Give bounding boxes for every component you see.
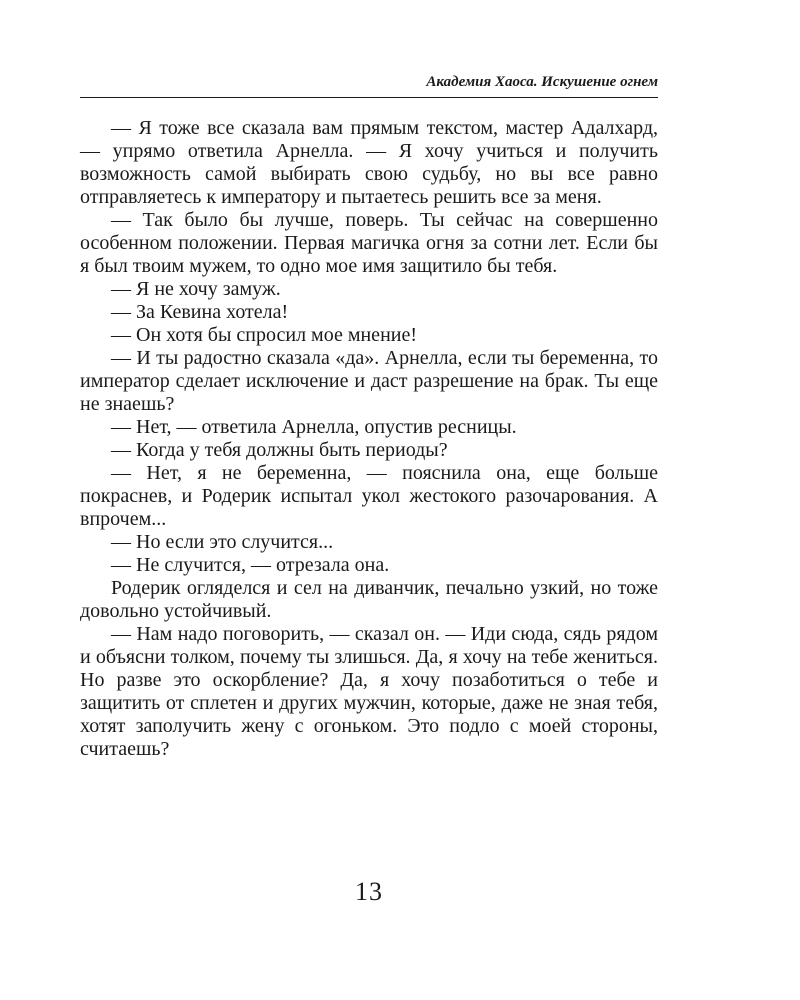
paragraph: Родерик огляделся и сел на диванчик, печально узкий, но тоже довольно устойчивый. [80,577,658,622]
paragraph: — Нет, — ответила Арнелла, опустив ресницы. [111,416,517,438]
header-divider [80,97,658,98]
paragraph: — Я тоже все сказала вам прямым текстом, мастер Адалхард, — упрямо ответила Арнелла. — Я хочу учиться и получить возможность самой выбирать свою судьбу, но вы все равно отправляетесь к императору и пытаетесь решить все за меня. [80,117,658,208]
paragraph: — Не случится, — отрезала она. [111,554,390,576]
paragraph: — Он хотя бы спросил мое мнение! [111,324,418,346]
paragraph: — Нам надо поговорить, — сказал он. — Иди сюда, сядь рядом и объясни толком, почему ты злишься. Да, я хочу на тебе жениться. Но разве это оскорбление? Да, я хочу позаботиться о тебе и защитить от сплетен и других мужчин, которые, даже не зная тебя, хотят заполучить жену с огоньком. Это подло с моей стороны, считаешь? [80,623,658,760]
paragraph: — Но если это случится... [111,531,334,553]
paragraph: — Нет, я не беременна, — пояснила она, еще больше покраснев, и Родерик испытал укол жестокого разочарования. А впрочем... [80,462,658,530]
paragraph: — Так было бы лучше, поверь. Ты сейчас на совершенно особенном положении. Первая магичка огня за сотни лет. Если бы я был твоим мужем, то одно мое имя защитило бы тебя. [80,209,658,277]
body-text [80,117,658,761]
page-number: 13 [355,877,383,906]
paragraph: — Когда у тебя должны быть периоды? [111,439,448,461]
paragraph: — Я не хочу замуж. [111,278,281,300]
paragraph: — За Кевина хотела! [111,301,289,323]
paragraph: — И ты радостно сказала «да». Арнелла, если ты беременна, то император сделает исключение и даст разрешение на брак. Ты еще не знаешь? [80,347,658,415]
running-header: Академия Хаоса. Искушение огнем [426,74,658,90]
